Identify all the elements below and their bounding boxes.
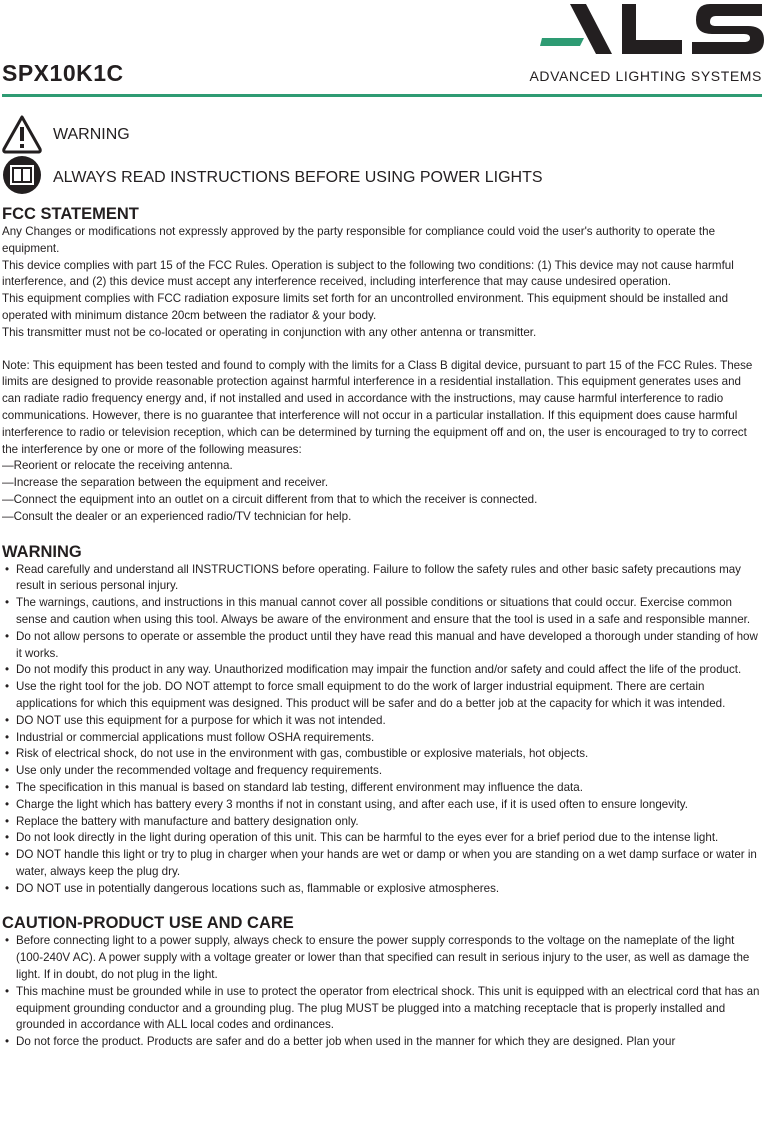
warning-item: • Risk of electrical shock, do not use in the environment with gas, combustible or explosive materials, hot objects.: [2, 746, 762, 763]
fcc-measure: —Consult the dealer or an experienced radio/TV technician for help.: [2, 509, 352, 523]
model-number: SPX10K1C: [2, 60, 124, 86]
fcc-heading: FCC STATEMENT: [2, 205, 139, 223]
warning-triangle-icon: [2, 115, 42, 155]
fcc-measure: —Reorient or relocate the receiving antenna.: [2, 459, 233, 473]
warning-item: • Read carefully and understand all INSTRUCTIONS before operating. Failure to follow the safety rules and other basic safety precautions may result in serious personal injury.: [2, 562, 762, 596]
als-logo: [540, 2, 764, 56]
document-header: [0, 0, 764, 100]
fcc-paragraph: This transmitter must not be co-located or operating in conjunction with any other antenna or transmitter.: [2, 325, 537, 339]
fcc-paragraph: This equipment complies with FCC radiation exposure limits set forth for an uncontrolled environment. This equipment should be installed and operated with minimum distance 20cm between the radiator & your body.: [2, 292, 729, 322]
caution-item: • Do not force the product. Products are safer and do a better job when used in the manner for which they are designed. Plan your: [2, 1034, 762, 1051]
warning-item: • Do not modify this product in any way. Unauthorized modification may impair the function and/or safety and could affect the life of the product.: [2, 662, 762, 679]
warning-item: • Replace the battery with manufacture and battery designation only.: [2, 814, 762, 831]
read-instructions-notice: [0, 155, 764, 195]
fcc-measure: —Connect the equipment into an outlet on a circuit different from that to which the receiver is connected.: [2, 492, 538, 506]
caution-item: • This machine must be grounded while in use to protect the operator from electrical shock. This unit is equipped with an electrical cord that has an equipment grounding conductor and a grounding plug. The plug MUST be plugged into a matching receptacle that is properly installed and grounded in accordance with ALL local codes and ordinances.: [2, 984, 762, 1034]
fcc-paragraph: This device complies with part 15 of the FCC Rules. Operation is subject to the following two conditions: (1) This device may not cause harmful interference, and (2) this device must accept any interference received, including interference that may cause undesired operation.: [2, 258, 734, 289]
warning-item: • DO NOT handle this light or try to plug in charger when your hands are wet or damp or when you are standing on a wet damp surface or water in water, always keep the plug dry.: [2, 847, 762, 881]
fcc-measure: —Increase the separation between the equipment and receiver.: [2, 476, 329, 490]
warning-item: • The warnings, cautions, and instructions in this manual cannot cover all possible conditions or situations that could occur. Exercise common sense and caution when using this tool. Always be aware of the environment and ensure that the tool is used in a safe and responsible manner.: [2, 595, 762, 629]
warning-item: • Charge the light which has battery every 3 months if not in constant using, and after each use, if it is used often to ensure longevity.: [2, 797, 762, 814]
fcc-note: Note: This equipment has been tested and found to comply with the limits for a Class B digital device, pursuant to part 15 of the FCC Rules. These limits are designed to provide reasonable protection against harmful interference in a residential installation. This equipment generates uses and can radiate radio frequency energy and, if not installed and used in accordance with the instructions, may cause harmful interference to radio communications. However, there is no guarantee that interference will not occur in a particular installation. If this equipment does cause harmful interference to radio or television reception, which can be determined by turning the equipment off and on, the user is encouraged to try to correct the interference by one or more of the following measures:: [2, 358, 753, 456]
manual-content: [2, 204, 762, 1051]
caution-heading: CAUTION-PRODUCT USE AND CARE: [2, 914, 294, 933]
company-name: ADVANCED LIGHTING SYSTEMS: [529, 68, 762, 84]
warning-heading: WARNING: [2, 542, 82, 561]
caution-list: [2, 933, 762, 1051]
warning-item: • Use only under the recommended voltage and frequency requirements.: [2, 763, 762, 780]
header-divider: [2, 94, 762, 97]
read-instructions-text: ALWAYS READ INSTRUCTIONS BEFORE USING POWER LIGHTS: [53, 169, 543, 186]
warning-item: • The specification in this manual is based on standard lab testing, different environment may influence the data.: [2, 780, 762, 797]
warning-item: • Do not look directly in the light during operation of this unit. This can be harmful to the eyes ever for a brief period due to the intense light.: [2, 830, 762, 847]
warning-item: • Do not allow persons to operate or assemble the product until they have read this manual and have developed a thorough under standing of how it works.: [2, 629, 762, 663]
warning-item: • DO NOT use in potentially dangerous locations such as, flammable or explosive atmospheres.: [2, 881, 762, 898]
fcc-paragraph: Any Changes or modifications not expressly approved by the party responsible for compliance could void the user's authority to operate the equipment.: [2, 225, 716, 255]
warning-label: WARNING: [53, 126, 130, 143]
caution-item: • Before connecting light to a power supply, always check to ensure the power supply corresponds to the voltage on the nameplate of the light (100-240V AC). A power supply with a voltage greater or lower than that specified can result in serious injury to the user, as well as damage the light. If in doubt, do not plug in the light.: [2, 933, 762, 983]
warning-item: • DO NOT use this equipment for a purpose for which it was not intended.: [2, 713, 762, 730]
warning-list: [2, 562, 762, 898]
warning-item: • Use the right tool for the job. DO NOT attempt to force small equipment to do the work of larger industrial equipment. There are certain applications for which this equipment was designed. This product will be safer and do a better job at the capacity for which it was intended.: [2, 679, 762, 713]
read-manual-icon: [2, 155, 42, 195]
fcc-measures: [2, 458, 762, 525]
warning-notice: [0, 115, 764, 155]
warning-item: • Industrial or commercial applications must follow OSHA requirements.: [2, 730, 762, 747]
